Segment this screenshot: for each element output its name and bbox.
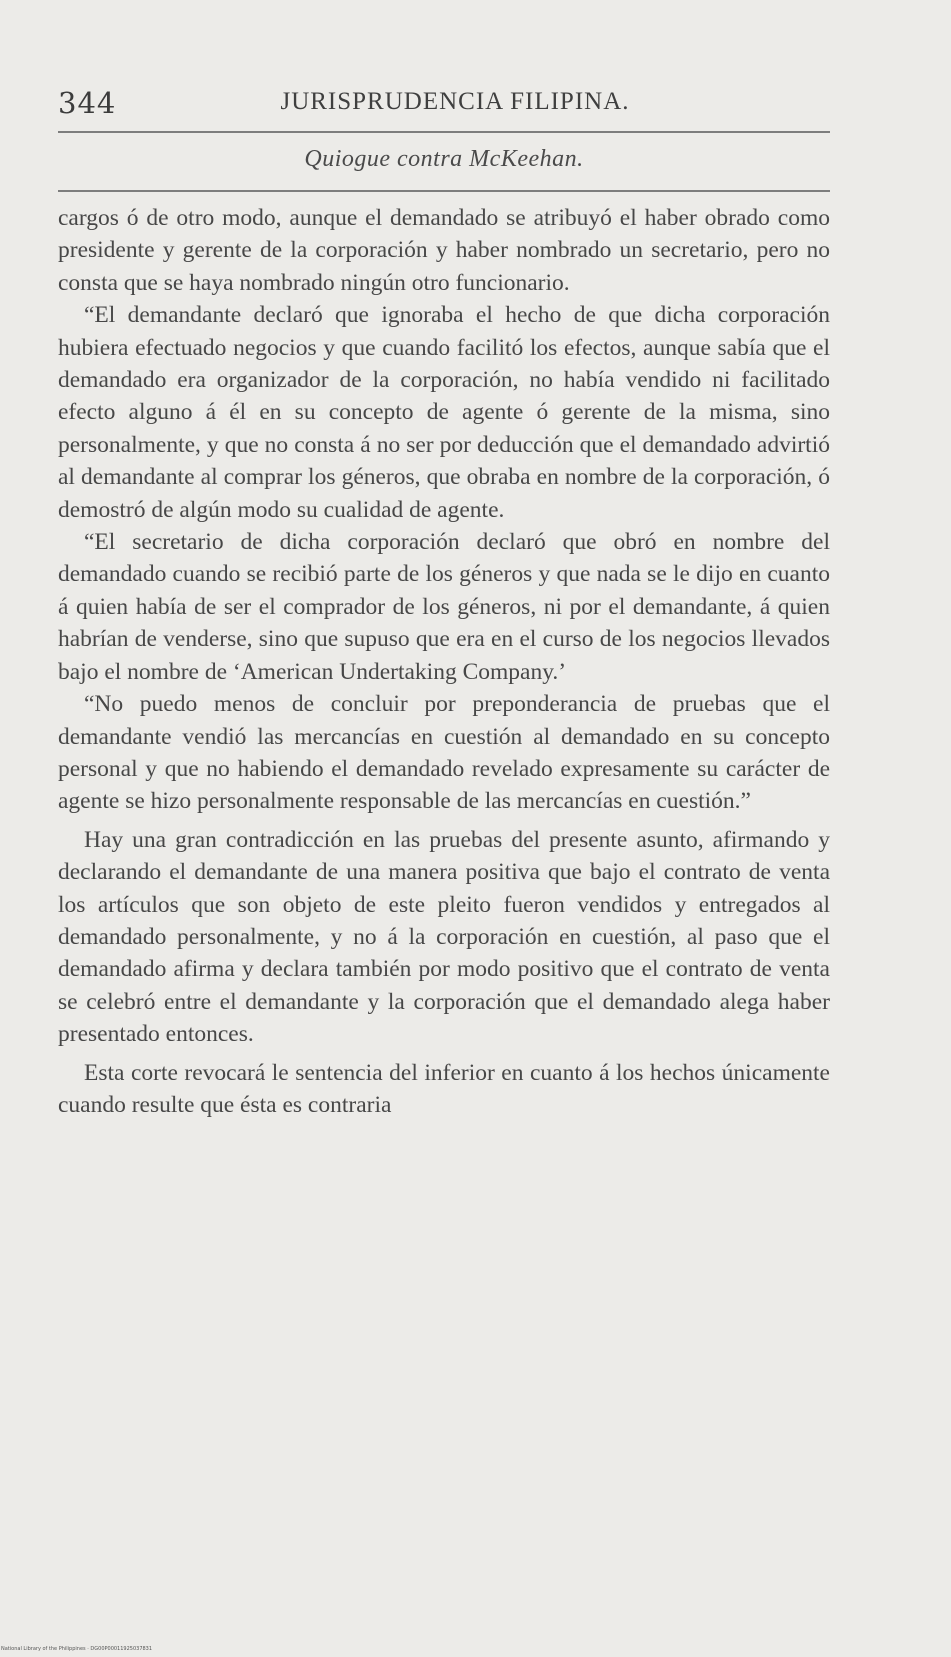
paragraph: cargos ó de otro modo, aunque el demandado se atribuyó el haber obrado como presidente y gerente de la corporación y haber nombrado un secretario, pero no consta que se haya nombrado ningún otro funcionario. [58,205,830,296]
footer-library-mark: National Library of the Philippines · DG00P00011925037831 [1,1646,153,1652]
paragraph: Esta corte revocará le sentencia del inferior en cuanto á los hechos únicamente cuando resulte que ésta es contraria [58,1059,830,1118]
body-text [58,202,830,1121]
case-title: Quiogue contra McKeehan. [304,146,584,172]
page-header [58,86,830,126]
page-number: 344 [58,86,117,120]
paragraph: “El demandante declaró que ignoraba el hecho de que dicha corporación hubiera efectuado negocios y que cuando facilitó los efectos, aunque sabía que el demandado era organizador de la corporación, no había vendido ni facilitado efecto alguno á él en su concepto de agente ó gerente de la misma, sino personalmente, y que no consta á no ser por deducción que el demandado advirtió al demandante al comprar los géneros, que obraba en nombre de la corporación, ó demostró de algún modo su cualidad de agente. [58,302,830,523]
paragraph: “El secretario de dicha corporación declaró que obró en nombre del demandado cuando se recibió parte de los géneros y que nada se le dijo en cuanto á quien había de ser el comprador de los géneros, ni por el demandante, á quien habrían de venderse, sino que supuso que era en el curso de los negocios llevados bajo el nombre de ‘American Undertaking Company.’ [58,529,830,685]
header-rule-bottom [58,190,830,192]
paragraph: “No puedo menos de concluir por preponderancia de pruebas que el demandante vendió las mercancías en cuestión al demandado en su concepto personal y que no habiendo el demandado revelado expresamente su carácter de agente se hizo personalmente responsable de las mercancías en cuestión.” [58,691,830,815]
header-rule-top [58,131,830,133]
running-title: JURISPRUDENCIA FILIPINA. [280,88,630,115]
paragraph: Hay una gran contradicción en las pruebas del presente asunto, afirmando y declarando el demandante de una manera positiva que bajo el contrato de venta los artículos que son objeto de este pleito fueron vendidos y entregados al demandado personalmente, y no á la corporación en cuestión, al paso que el demandado afirma y declara también por modo positivo que el contrato de venta se celebró entre el demandante y la corporación que el demandado alega haber presentado entonces. [58,826,830,1048]
